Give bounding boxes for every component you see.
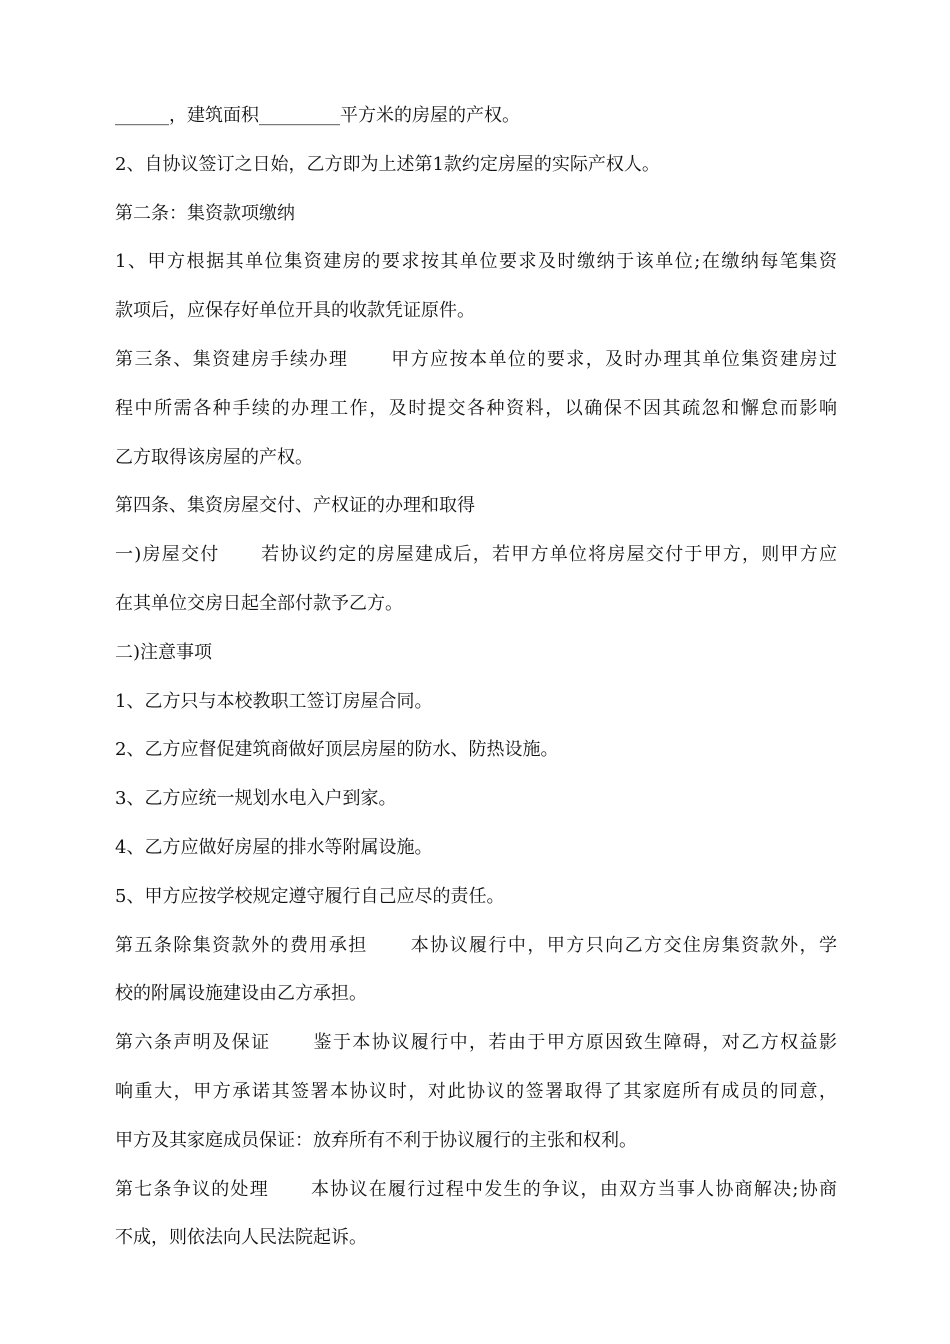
section-heading: 第二条：集资款项缴纳 — [115, 202, 295, 224]
list-item: 4、乙方应做好房屋的排水等附属设施。 — [115, 836, 433, 858]
section-heading: 第四条、集资房屋交付、产权证的办理和取得 — [115, 495, 475, 517]
text-line: 响重大，甲方承诺其签署本协议时，对此协议的签署取得了其家庭所有成员的同意， — [115, 1080, 837, 1102]
section-heading: 第七条争议的处理 本协议在履行过程中发生的争议，由双方当事人协商解决;协商 — [115, 1178, 837, 1200]
list-item: 2、乙方应督促建筑商做好顶层房屋的防水、防热设施。 — [115, 739, 559, 761]
section-heading: 第六条声明及保证 鉴于本协议履行中，若由于甲方原因致生障碍，对乙方权益影 — [115, 1032, 837, 1054]
text-line: 校的附属设施建设由乙方承担。 — [115, 983, 367, 1005]
text-line: 乙方取得该房屋的产权。 — [115, 446, 313, 468]
document-body — [115, 92, 837, 1263]
text-line: 在其单位交房日起全部付款予乙方。 — [115, 592, 403, 614]
list-item: 1、乙方只与本校教职工签订房屋合同。 — [115, 690, 433, 712]
section-heading: 第五条除集资款外的费用承担 本协议履行中，甲方只向乙方交住房集资款外，学 — [115, 934, 837, 956]
text-line: 甲方及其家庭成员保证：放弃所有不利于协议履行的主张和权利。 — [115, 1129, 637, 1151]
text-line: ______，建筑面积_________平方米的房屋的产权。 — [115, 105, 520, 126]
text-line: 1、甲方根据其单位集资建房的要求按其单位要求及时缴纳于该单位;在缴纳每笔集资 — [115, 251, 837, 273]
subheading: 二)注意事项 — [115, 641, 213, 663]
section-heading: 第三条、集资建房手续办理 甲方应按本单位的要求，及时办理其单位集资建房过 — [115, 348, 837, 370]
list-item: 5、甲方应按学校规定遵守履行自己应尽的责任。 — [115, 885, 505, 907]
text-line: 款项后，应保存好单位开具的收款凭证原件。 — [115, 300, 475, 322]
text-line: 2、自协议签订之日始，乙方即为上述第1款约定房屋的实际产权人。 — [115, 153, 660, 175]
list-item: 3、乙方应统一规划水电入户到家。 — [115, 788, 397, 810]
text-line: 程中所需各种手续的办理工作，及时提交各种资料，以确保不因其疏忽和懈怠而影响 — [115, 397, 837, 419]
text-line: 不成，则依法向人民法院起诉。 — [115, 1227, 367, 1249]
text-line: 一)房屋交付 若协议约定的房屋建成后，若甲方单位将房屋交付于甲方，则甲方应 — [115, 544, 837, 566]
